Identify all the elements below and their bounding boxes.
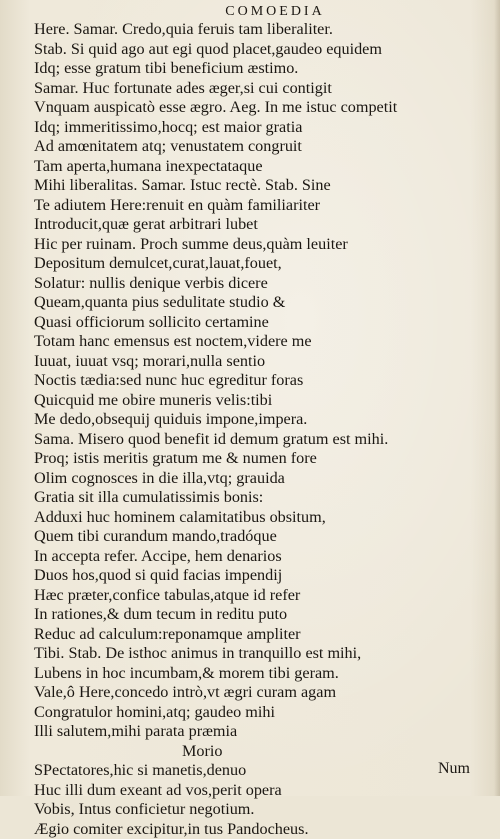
verse-line: Quasi officiorum sollicito certamine (34, 313, 464, 333)
verse-line: Noctis tædia:sed nunc huc egreditur foras (34, 371, 464, 391)
verse-line: In accepta refer. Accipe, hem denarios (34, 547, 464, 567)
verse-line: Olim cognosces in die illa,vtq; grauida (34, 469, 464, 489)
verse-line: Iuuat, iuuat vsq; morari,nulla sentio (34, 352, 464, 372)
verse-line: Introducit,quæ gerat arbitrari lubet (34, 215, 464, 235)
verse-line: Hic per ruinam. Proch summe deus,quàm leuiter (34, 235, 464, 255)
verse-line: Lubens in hoc incumbam,& morem tibi geram. (34, 664, 464, 684)
verse-line: Duos hos,quod si quid facias impendij (34, 566, 464, 586)
verse-line: Proq; istis meritis gratum me & numen fore (34, 449, 464, 469)
verse-line: Quem tibi curandum mando,tradóque (34, 527, 464, 547)
verse-line: Te adiutem Here:renuit en quàm familiariter (34, 196, 464, 216)
verse-line: Illi salutem,mihi parata præmia (34, 722, 464, 742)
verse-line: Samar. Huc fortunate ades æger,si cui contigit (34, 79, 464, 99)
verse-line: Idq; esse gratum tibi beneficium æstimo. (34, 59, 464, 79)
verse-line: Solatur: nullis denique verbis dicere (34, 274, 464, 294)
speaker-cue: Morio (34, 742, 464, 762)
verse-line: Totam hanc emensus est noctem,videre me (34, 332, 464, 352)
running-head: COMOEDIA (0, 4, 500, 20)
verse-line: Queam,quanta pius sedulitate studio & (34, 293, 464, 313)
page-edge-shadow (494, 0, 500, 796)
verse-line: Mihi liberalitas. Samar. Istuc rectè. Stab. Sine (34, 176, 464, 196)
verse-line: In rationes,& dum tecum in reditu puto (34, 605, 464, 625)
verse-line: Congratulor homini,atq; gaudeo mihi (34, 703, 464, 723)
verse-line: Depositum demulcet,curat,lauat,fouet, (34, 254, 464, 274)
closing-line: Ægio comiter excipitur,in tus Pandocheus. (34, 820, 464, 839)
verse-line: Me dedo,obsequij quiduis impone,impera. (34, 410, 464, 430)
verse-line: Here. Samar. Credo,quia feruis tam liberaliter. (34, 20, 464, 40)
verse-line: Vale,ô Here,concedo intrò,vt ægri curam agam (34, 683, 464, 703)
verse-block (34, 20, 464, 839)
verse-line: Reduc ad calculum:reponamque ampliter (34, 625, 464, 645)
verse-line: Ad amœnitatem atq; venustatem congruit (34, 137, 464, 157)
verse-line: Tam aperta,humana inexpectataque (34, 157, 464, 177)
closing-line: SPectatores,hic si manetis,denuo (34, 761, 464, 781)
verse-line: Sama. Misero quod benefit id demum gratum est mihi. (34, 430, 464, 450)
verse-line: Vnquam auspicatò esse ægro. Aeg. In me istuc competit (34, 98, 464, 118)
verse-line: Stab. Si quid ago aut egi quod placet,gaudeo equidem (34, 40, 464, 60)
closing-line: Huc illi dum exeant ad vos,perit opera (34, 781, 464, 801)
verse-line: Hæc præter,confice tabulas,atque id refer (34, 586, 464, 606)
verse-line: Tibi. Stab. De isthoc animus in tranquillo est mihi, (34, 644, 464, 664)
verse-line: Quicquid me obire muneris velis:tibi (34, 391, 464, 411)
verse-line: Adduxi huc hominem calamitatibus obsitum, (34, 508, 464, 528)
verse-line: Gratia sit illa cumulatissimis bonis: (34, 488, 464, 508)
catchword: Num (438, 760, 470, 778)
verse-line: Idq; immeritissimo,hocq; est maior gratia (34, 118, 464, 138)
closing-line: Vobis, Intus conficietur negotium. (34, 800, 464, 820)
